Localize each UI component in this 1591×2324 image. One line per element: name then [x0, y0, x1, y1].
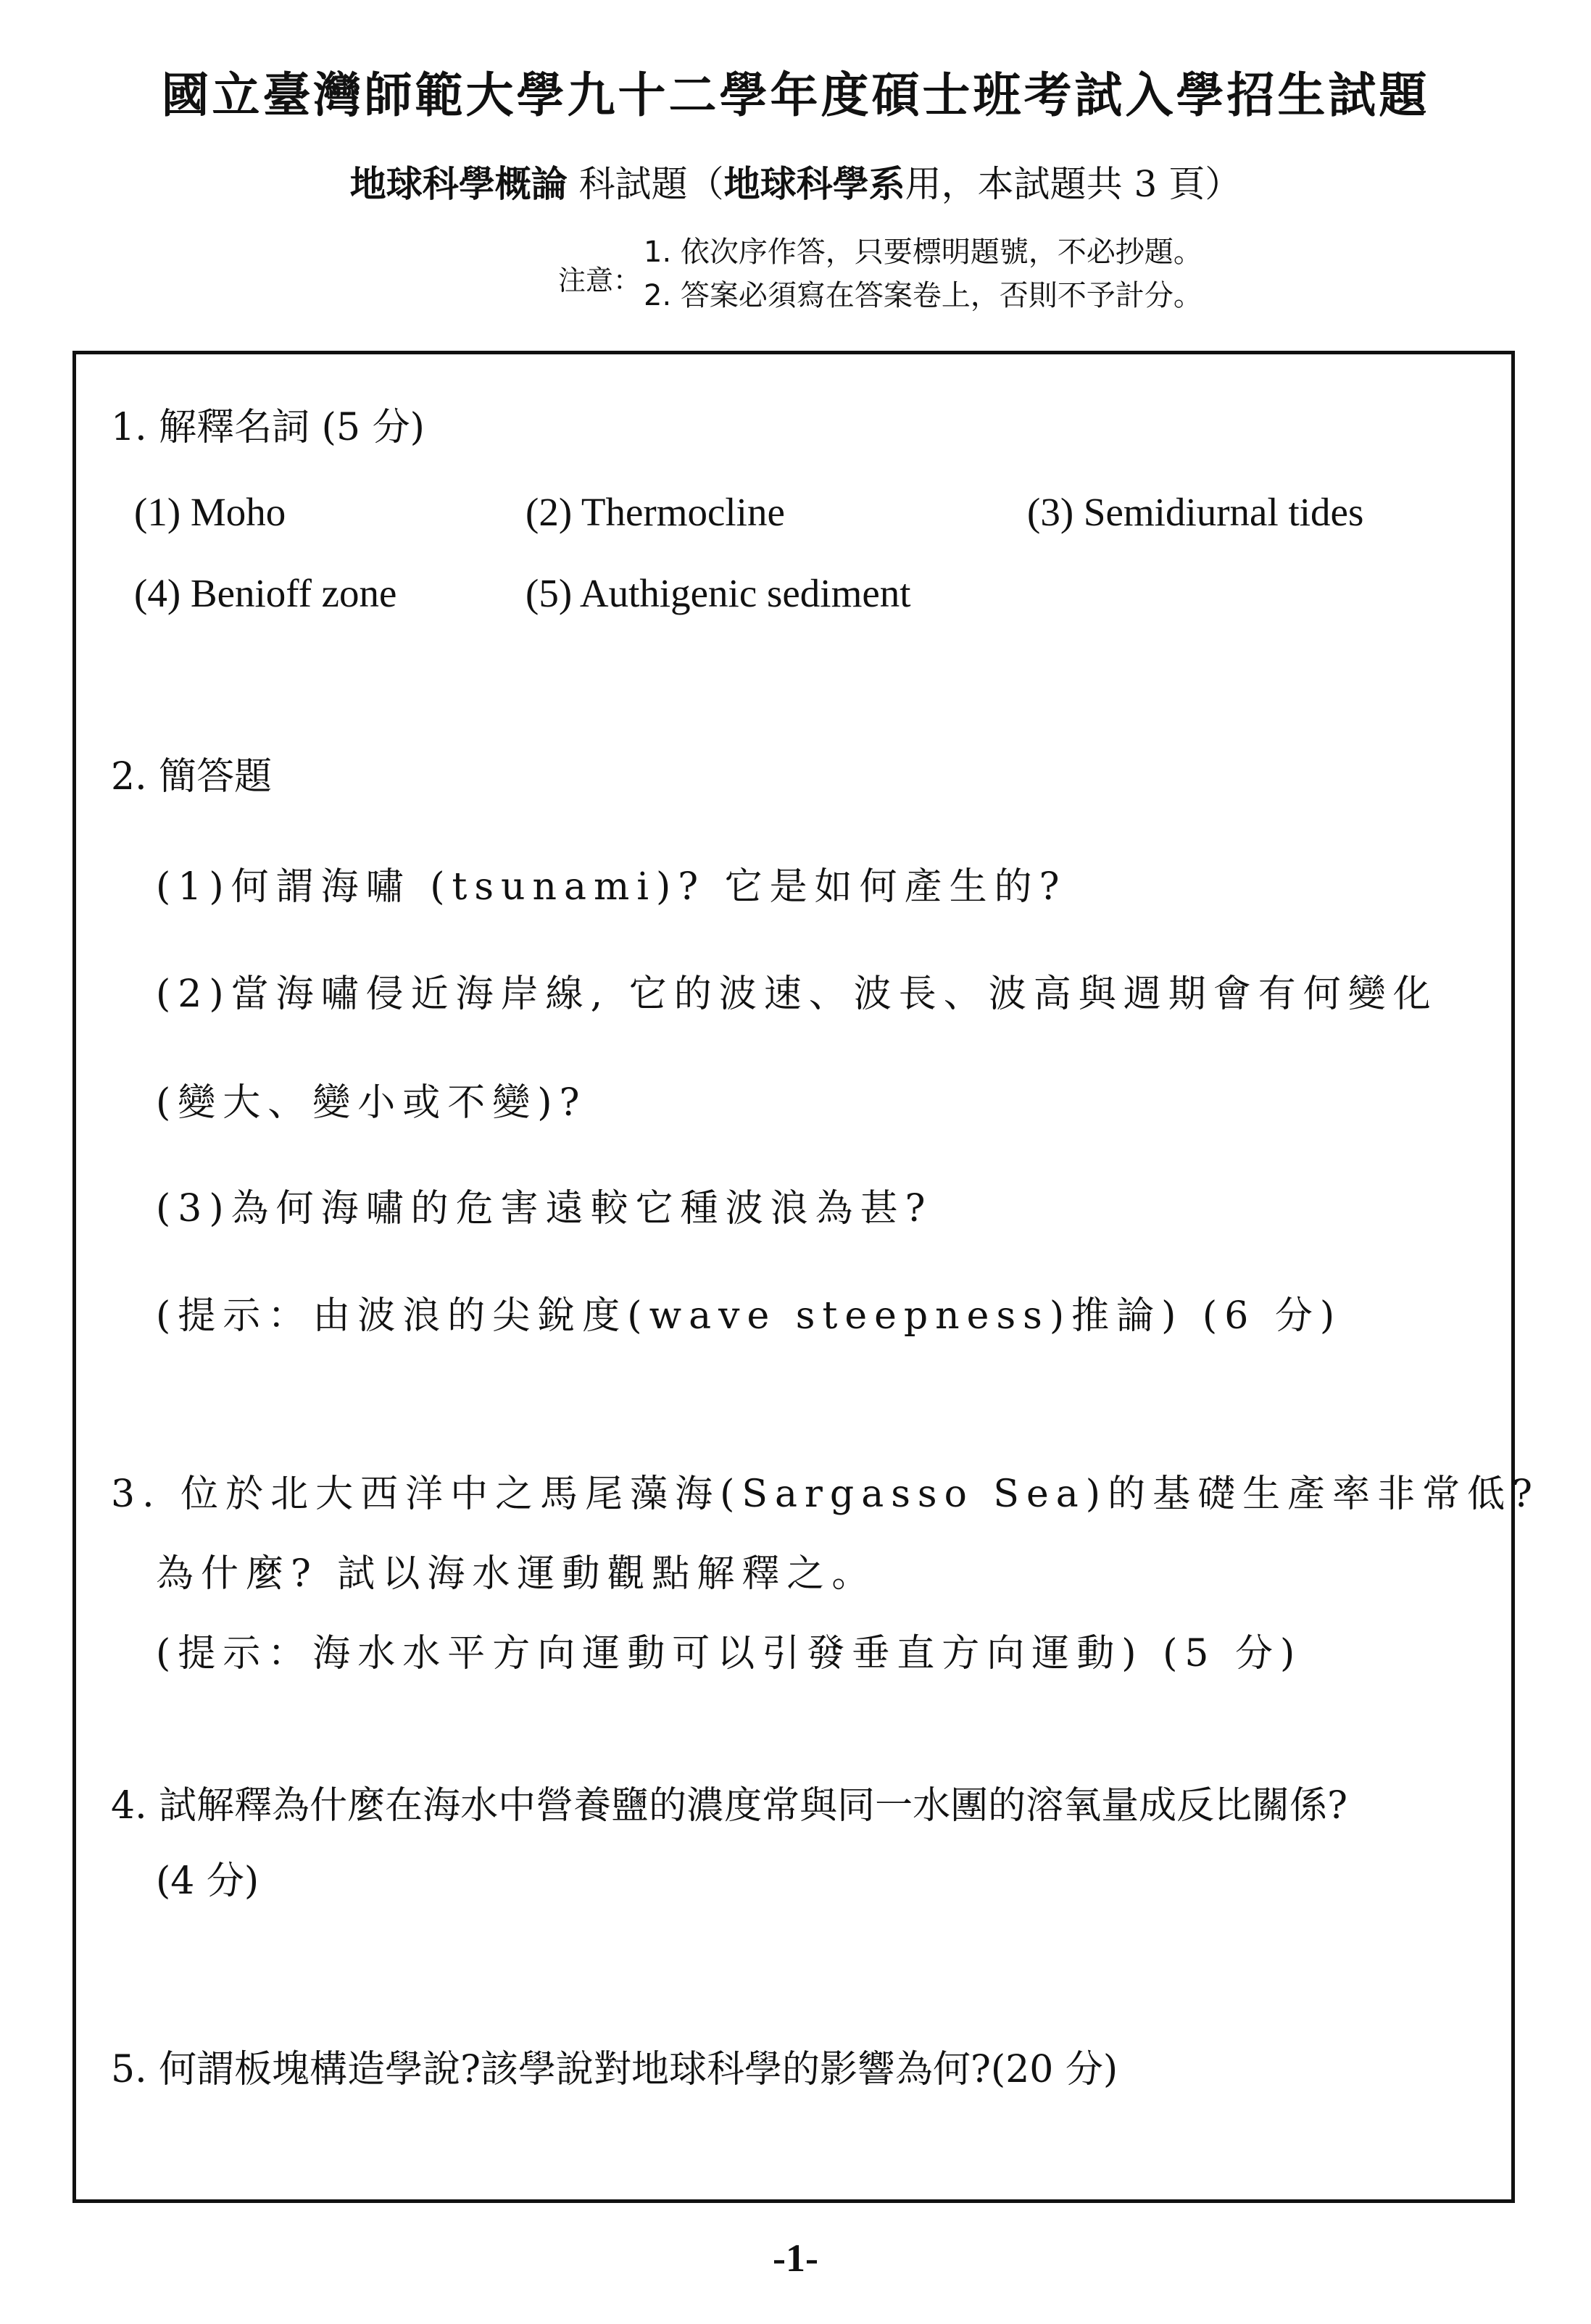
- q3-line-3: (提示：海水水平方向運動可以引發垂直方向運動) (5 分): [156, 1632, 1303, 1675]
- q1-term-1: (1) Moho: [134, 490, 286, 534]
- subtitle-mid-text: 科試題（: [567, 163, 724, 205]
- department-name: 地球科學系: [723, 162, 905, 205]
- q1-term-5: (5) Authigenic sediment: [526, 571, 911, 615]
- q2-line-4: (3)為何海嘯的危害遠較它種波浪為甚?: [156, 1187, 933, 1230]
- notice-line-1: 1. 依次序作答，只要標明題號，不必抄題。: [644, 236, 1202, 269]
- q2-heading: 2. 簡答題: [111, 755, 273, 799]
- notice-line-2: 2. 答案必須寫在答案卷上，否則不予計分。: [644, 279, 1202, 312]
- subject-name: 地球科學概論: [349, 162, 568, 205]
- q3-line-2: 為什麼? 試以海水運動觀點解釋之。: [156, 1552, 877, 1596]
- question-box: [72, 351, 1540, 2203]
- q1-heading: 1. 解釋名詞 (5 分): [111, 406, 425, 449]
- q1-term-3: (3) Semidiurnal tides: [1027, 490, 1364, 534]
- page-number: -1-: [773, 2236, 818, 2280]
- q2-line-5: (提示：由波浪的尖銳度(wave steepness)推論) (6 分): [156, 1294, 1342, 1338]
- q1-term-2: (2) Thermocline: [526, 490, 785, 534]
- q4-line-1: 4. 試解釋為什麼在海水中營養鹽的濃度常與同一水團的溶氧量成反比關係?: [111, 1784, 1348, 1828]
- q5-line-1: 5. 何謂板塊構造學說?該學說對地球科學的影響為何?(20 分): [111, 2048, 1118, 2091]
- q2-line-2: (2)當海嘯侵近海岸線, 它的波速、波長、波高與週期會有何變化: [156, 973, 1438, 1016]
- q1-term-4: (4) Benioff zone: [134, 571, 397, 615]
- notice-label: 注意：: [558, 265, 641, 296]
- q2-line-3: (變大、變小或不變)?: [156, 1081, 587, 1125]
- q4-line-2: (4 分): [156, 1859, 259, 1903]
- subtitle-end-text: 用，本試題共 3 頁）: [905, 163, 1242, 205]
- exam-subtitle: [0, 155, 1591, 207]
- q3-line-1: 3. 位於北大西洋中之馬尾藻海(Sargasso Sea)的基礎生產率非常低?: [111, 1473, 1540, 1516]
- q2-line-1: (1)何謂海嘯 (tsunami)? 它是如何產生的?: [156, 865, 1067, 909]
- exam-title: 國立臺灣師範大學九十二學年度碩士班考試入學招生試題: [161, 67, 1430, 123]
